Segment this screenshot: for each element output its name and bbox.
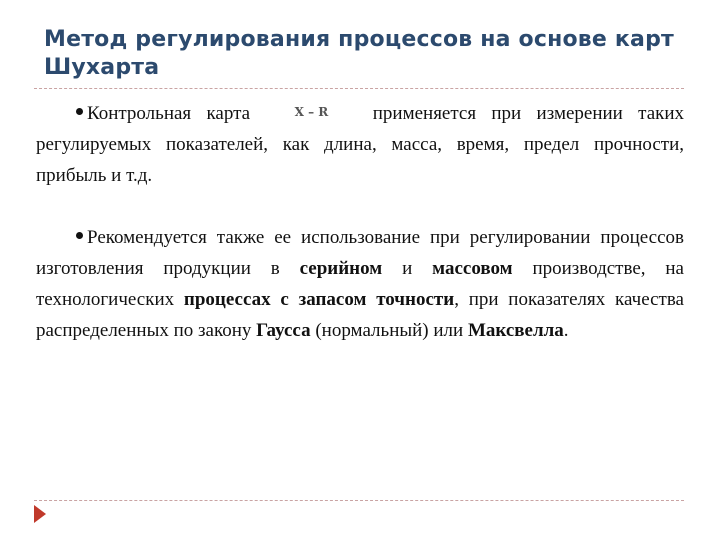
paragraph1-text-end: применяется при измерении таких регулируемых показателей, как длина, масса, время, предел прочности, прибыль и т.д.	[36, 103, 685, 186]
bold-serial: серийном	[299, 258, 383, 279]
paragraph2-text-4: , при показателях качества распределенных по закону	[36, 289, 684, 341]
bold-precision-processes: процессах с запасом точности	[183, 289, 455, 310]
bold-maxwell: Максвелла	[467, 320, 564, 341]
footer-divider	[34, 500, 684, 501]
bold-gauss: Гаусса	[256, 320, 311, 341]
red-triangle-arrow-icon	[34, 505, 46, 523]
bullet-icon	[76, 108, 83, 115]
paragraph2-text-1: Рекомендуется также ее использование при регулировании процессов изготовления продукции в	[36, 227, 684, 279]
title-divider	[34, 88, 684, 89]
slide-title: Метод регулирования процессов на основе карт Шухарта	[44, 27, 674, 80]
bullet-icon	[76, 232, 83, 239]
bold-mass: массовом	[432, 258, 513, 279]
paragraph2-text-2: и	[402, 258, 413, 279]
paragraph2-text-6: .	[563, 320, 569, 341]
slide-body	[36, 97, 684, 346]
formula-x-r: X – R	[294, 105, 329, 119]
paragraph2-text-5: (нормальный) или	[315, 320, 464, 341]
paragraph1-text-start: Контрольная карта	[87, 103, 251, 124]
bullet-paragraph-2	[36, 222, 684, 346]
bullet-paragraph-1	[36, 97, 684, 191]
paragraph2-text-3: производстве, на технологических	[36, 258, 684, 310]
